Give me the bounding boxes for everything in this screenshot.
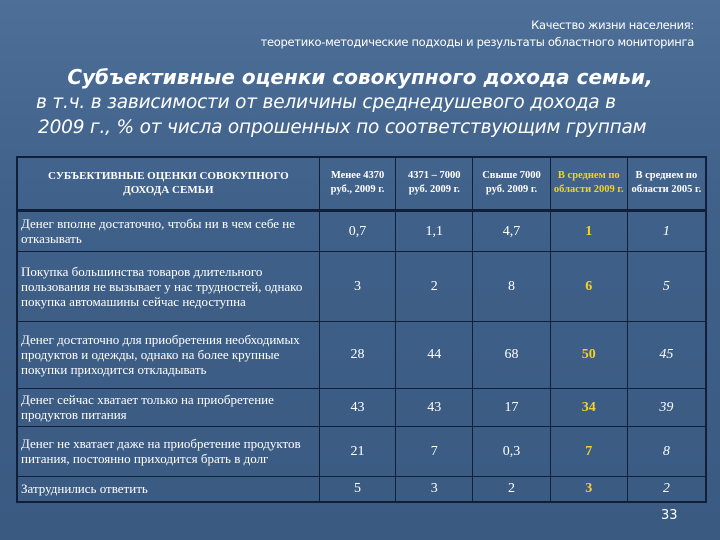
- cell-value: 6: [550, 251, 627, 321]
- table-row: [17, 321, 706, 388]
- cell-value: 3: [319, 251, 396, 321]
- title-line-3: 2009 г., % от числа опрошенных по соответствующим группам: [38, 117, 647, 138]
- cell-value: 17: [473, 388, 551, 426]
- cell-value: 1: [627, 210, 706, 251]
- header-line-1: Качество жизни населения:: [531, 18, 694, 32]
- cell-value: 5: [319, 476, 396, 502]
- slide-header: [261, 17, 694, 51]
- column-header: Свыше 7000 руб. 2009 г.: [473, 157, 551, 210]
- row-label: Покупка большинства товаров длительного пользования не вызывает у нас трудностей, однако покупка автомашины сейчас недоступна: [17, 251, 319, 321]
- row-label: Денег достаточно для приобретения необходимых продуктов и одежды, однако на более крупные покупки приходится откладывать: [17, 321, 319, 388]
- row-label: Денег сейчас хватает только на приобретение продуктов питания: [17, 388, 319, 426]
- cell-value: 45: [627, 321, 706, 388]
- cell-value: 4,7: [473, 210, 551, 251]
- cell-value: 1: [550, 210, 627, 251]
- cell-value: 21: [319, 426, 396, 476]
- cell-value: 8: [627, 426, 706, 476]
- cell-value: 43: [319, 388, 396, 426]
- table-row: [17, 426, 706, 476]
- table-row: [17, 388, 706, 426]
- cell-value: 8: [473, 251, 551, 321]
- cell-value: 43: [396, 388, 473, 426]
- cell-value: 50: [550, 321, 627, 388]
- table-row: [17, 251, 706, 321]
- column-header: Менее 4370 руб., 2009 г.: [319, 157, 396, 210]
- column-header: В среднем по области 2005 г.: [627, 157, 706, 210]
- table-header-row: [17, 157, 706, 210]
- title-line-1: Субъективные оценки совокупного дохода семьи,: [67, 65, 653, 89]
- table-row: [17, 476, 706, 502]
- page-number: 33: [661, 508, 678, 523]
- cell-value: 68: [473, 321, 551, 388]
- cell-value: 28: [319, 321, 396, 388]
- cell-value: 34: [550, 388, 627, 426]
- cell-value: 3: [550, 476, 627, 502]
- cell-value: 44: [396, 321, 473, 388]
- cell-value: 5: [627, 251, 706, 321]
- column-header: В среднем по области 2009 г.: [550, 157, 627, 210]
- cell-value: 39: [627, 388, 706, 426]
- table-row: [17, 210, 706, 251]
- cell-value: 0,7: [319, 210, 396, 251]
- cell-value: 1,1: [396, 210, 473, 251]
- cell-value: 2: [473, 476, 551, 502]
- column-header: 4371 – 7000 руб. 2009 г.: [396, 157, 473, 210]
- slide-title: [0, 64, 720, 140]
- cell-value: 7: [550, 426, 627, 476]
- cell-value: 7: [396, 426, 473, 476]
- header-line-2: теоретико-методические подходы и результаты областного мониторинга: [260, 35, 694, 49]
- row-label: Денег не хватает даже на приобретение продуктов питания, постоянно приходится брать в долг: [17, 426, 319, 476]
- title-line-2: в т.ч. в зависимости от величины среднедушевого дохода в: [36, 92, 616, 113]
- income-assessment-table: [16, 156, 707, 503]
- row-label: Денег вполне достаточно, чтобы ни в чем себе не отказывать: [17, 210, 319, 251]
- cell-value: 3: [396, 476, 473, 502]
- cell-value: 2: [396, 251, 473, 321]
- cell-value: 2: [627, 476, 706, 502]
- row-label: Затруднились ответить: [17, 476, 319, 502]
- cell-value: 0,3: [473, 426, 551, 476]
- column-header: СУБЪЕКТИВНЫЕ ОЦЕНКИ СОВОКУПНОГО ДОХОДА СЕМЬИ: [17, 157, 319, 210]
